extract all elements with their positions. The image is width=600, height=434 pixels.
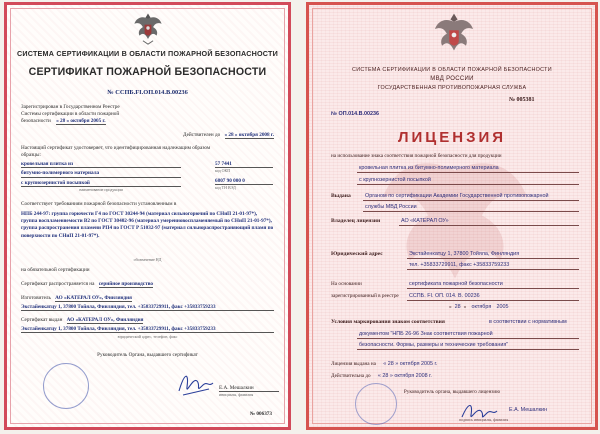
registry-month: октября <box>471 304 492 310</box>
holder-row <box>21 317 274 323</box>
basis-label: На основании <box>331 281 362 287</box>
product-line-1: кровельная плитка из битумно-полимерного материала <box>359 165 499 171</box>
registry-year: 2005 <box>496 304 509 310</box>
license-number: № ОП.014.В.00236 <box>331 111 379 117</box>
registry-line-2: Системы сертификации в области пожарной <box>21 111 120 117</box>
holder-caption: юридический адрес, телефон, факс <box>117 334 178 339</box>
license-head-name: Е.А. Мешалкин <box>509 407 548 413</box>
head-of-body-caption: инициалы, фамилия <box>219 392 254 398</box>
confirms-text: Настоящий сертификат удостоверяет, что идентифицированная надлежащим образом <box>21 145 211 151</box>
until-date: « 28 » октября 2008 г. <box>377 373 432 379</box>
requirements-text: НПБ 244-97: группа горючести Г4 по ГОСТ 30244-94 (материал сильногорючий по СНиП 21-01-97*), группа воспламеняемости В2 по ГОСТ 30402-96 (материал умеренновоспламеняемый по СНиП 21-01-97*), группа распространения пламени РП4 по ГОСТ Р 51032-97 (материал сильнораспространяющий пламя по поверхности по СНиП 21-01-97*). <box>21 211 274 239</box>
registry-date: « 28 » октября 2005 <box>449 304 509 310</box>
validity-row <box>21 132 274 138</box>
signature <box>175 367 215 399</box>
issued-line-1: Органом по сертификации Академии Государственной противопожарной <box>365 193 549 199</box>
manufacturer-address: Экстайенкатцу 1, 37800 Тойяла, Финляндия, тел. +35833729911, факс +35833759233 <box>21 304 274 311</box>
scope-label: Сертификат распространяется на <box>21 281 95 287</box>
registry-line-1: Зарегистрирован в Государственном Реестре <box>21 104 120 110</box>
issued-label: Выдана <box>331 193 351 199</box>
until-row <box>331 373 432 379</box>
document-title: СЕРТИФИКАТ ПОЖАРНОЙ БЕЗОПАСНОСТИ <box>28 66 267 78</box>
registry-day: 28 <box>454 304 461 310</box>
license-head-caption: подпись инициалы, фамилия <box>459 417 509 422</box>
valid-date: « 28 » октября 2005 г. <box>383 361 438 367</box>
manufacturer-label: Изготовитель <box>21 295 51 301</box>
basis-value: сертификата пожарной безопасности <box>409 281 503 287</box>
scheme-label: на обязательной сертификации <box>21 267 90 273</box>
registry-line-3-text: безопасности <box>21 118 51 124</box>
holder-address: Экстайенкатцу 1, 37800 Тойяла, Финляндия, тел. +35833729911, факс +35833759233 <box>21 326 274 333</box>
product-rule-2 <box>357 184 579 185</box>
conditions-rule-3 <box>357 349 579 350</box>
registration-date: « 28 » октября 2005 г. <box>56 118 106 124</box>
okp-code: 57 7441 <box>215 161 273 168</box>
system-title: СИСТЕМА СЕРТИФИКАЦИИ В ОБЛАСТИ ПОЖАРНОЙ БЕЗОПАСНОСТИ <box>17 49 278 58</box>
issued-rule-1 <box>363 200 579 201</box>
okp-caption: код ОКП <box>215 168 231 174</box>
requirements-caption: обозначение НД <box>133 257 162 262</box>
scope-value: серийное производство <box>98 281 153 287</box>
coat-of-arms-emblem-icon <box>430 10 478 60</box>
grant-text: на использование знака соответствия пожарной безопасности для продукции <box>331 153 502 159</box>
license-head-label: Руководитель органа, выдавшего лицензию <box>403 389 501 395</box>
owner-label: Владелец лицензии <box>331 218 381 224</box>
valid-label: Лицензия выдана на <box>331 361 376 367</box>
product-line-2: битумно-полимерного материала <box>21 170 181 177</box>
phones: тел. +35833729911, факс +35833759233 <box>409 262 510 268</box>
address-value: Экстайенкатцу 1, 37800 Тойяла, Финляндия <box>409 251 520 257</box>
product-caption: наименование продукции <box>79 187 123 193</box>
registry-number: ССПБ. FI. ОП. 014. В. 00236 <box>409 293 480 299</box>
manufacturer-row <box>21 295 274 301</box>
tnved-caption: код ТН ВЭД <box>215 185 236 191</box>
valid-until-date: « 28 » октября 2008 г. <box>224 132 274 138</box>
head-of-body-name: Е.А. Мешалкин <box>219 385 279 392</box>
certificate-number: № ССПБ.FI.ОП.014.В.00236 <box>107 89 188 96</box>
fire-safety-certificate <box>4 2 291 430</box>
double-headed-eagle-emblem-icon <box>131 10 165 46</box>
issued-line-2: службы МВД России <box>365 204 417 210</box>
conditions-line-3: безопасности. Формы, размеры и технические требования" <box>359 342 509 348</box>
confirms-text-2: образцы: <box>21 152 41 158</box>
valid-row <box>331 361 437 367</box>
license-document <box>306 2 598 430</box>
license-header-3: ГОСУДАРСТВЕННАЯ ПРОТИВОПОЖАРНАЯ СЛУЖБА <box>377 85 527 91</box>
address-rule <box>407 258 579 259</box>
product-rule-1 <box>357 172 579 173</box>
license-header-1: СИСТЕМА СЕРТИФИКАЦИИ В ОБЛАСТИ ПОЖАРНОЙ БЕЗОПАСНОСТИ <box>352 67 552 73</box>
owner-value: АО «КАТЕРАЛ ОУ» <box>401 218 449 224</box>
conditions-rule-2 <box>357 338 579 339</box>
phones-rule <box>407 269 579 270</box>
manufacturer-value: АО «КАТЕРАЛ ОУ», Финляндия <box>55 295 132 301</box>
head-of-body-label: Руководитель Органа, выдавшего сертификат <box>97 352 198 358</box>
issued-rule-2 <box>363 211 579 212</box>
license-seal-stamp <box>355 383 397 425</box>
product-line-3: с крупнозернистой посыпкой <box>21 180 181 187</box>
holder-value: АО «КАТЕРАЛ ОУ», Финляндия <box>66 317 144 323</box>
requirements-label: Соответствует требованиям пожарной безопасности установленным в <box>21 201 177 207</box>
until-label: Действительна до <box>331 373 371 379</box>
holder-label: Сертификат выдан <box>21 317 63 323</box>
tnved-code: 6807 90 000 0 <box>215 178 273 185</box>
basis-rule <box>407 288 579 289</box>
scope-row <box>21 281 274 287</box>
product-name <box>21 161 181 194</box>
conditions-value: в соответствии с нормативным <box>489 319 567 325</box>
product-line-1: кровельная плитка из <box>21 161 181 168</box>
product-line-2: с крупнозернистой посыпкой <box>359 177 431 183</box>
license-serial: № 005381 <box>509 97 535 103</box>
conditions-line-2: документом "НПБ 26-96 Знак соответствия пожарной <box>359 331 493 337</box>
product-codes <box>215 161 273 192</box>
license-header-2: МВД РОССИИ <box>430 76 474 82</box>
conditions-label: Условия маркирования знаком соответствия <box>331 319 445 325</box>
license-title: ЛИЦЕНЗИЯ <box>397 129 507 146</box>
round-seal-stamp <box>43 363 89 409</box>
owner-rule <box>399 225 579 226</box>
regnum-label: зарегистрированный в реестре <box>331 293 399 299</box>
head-of-body-name-block <box>219 385 279 399</box>
valid-until-label: Действителен до <box>182 132 221 138</box>
registry-line-3 <box>21 118 274 124</box>
regnum-rule <box>407 300 579 301</box>
serial-number: № 006373 <box>249 410 272 417</box>
address-label: Юридический адрес <box>331 251 383 257</box>
